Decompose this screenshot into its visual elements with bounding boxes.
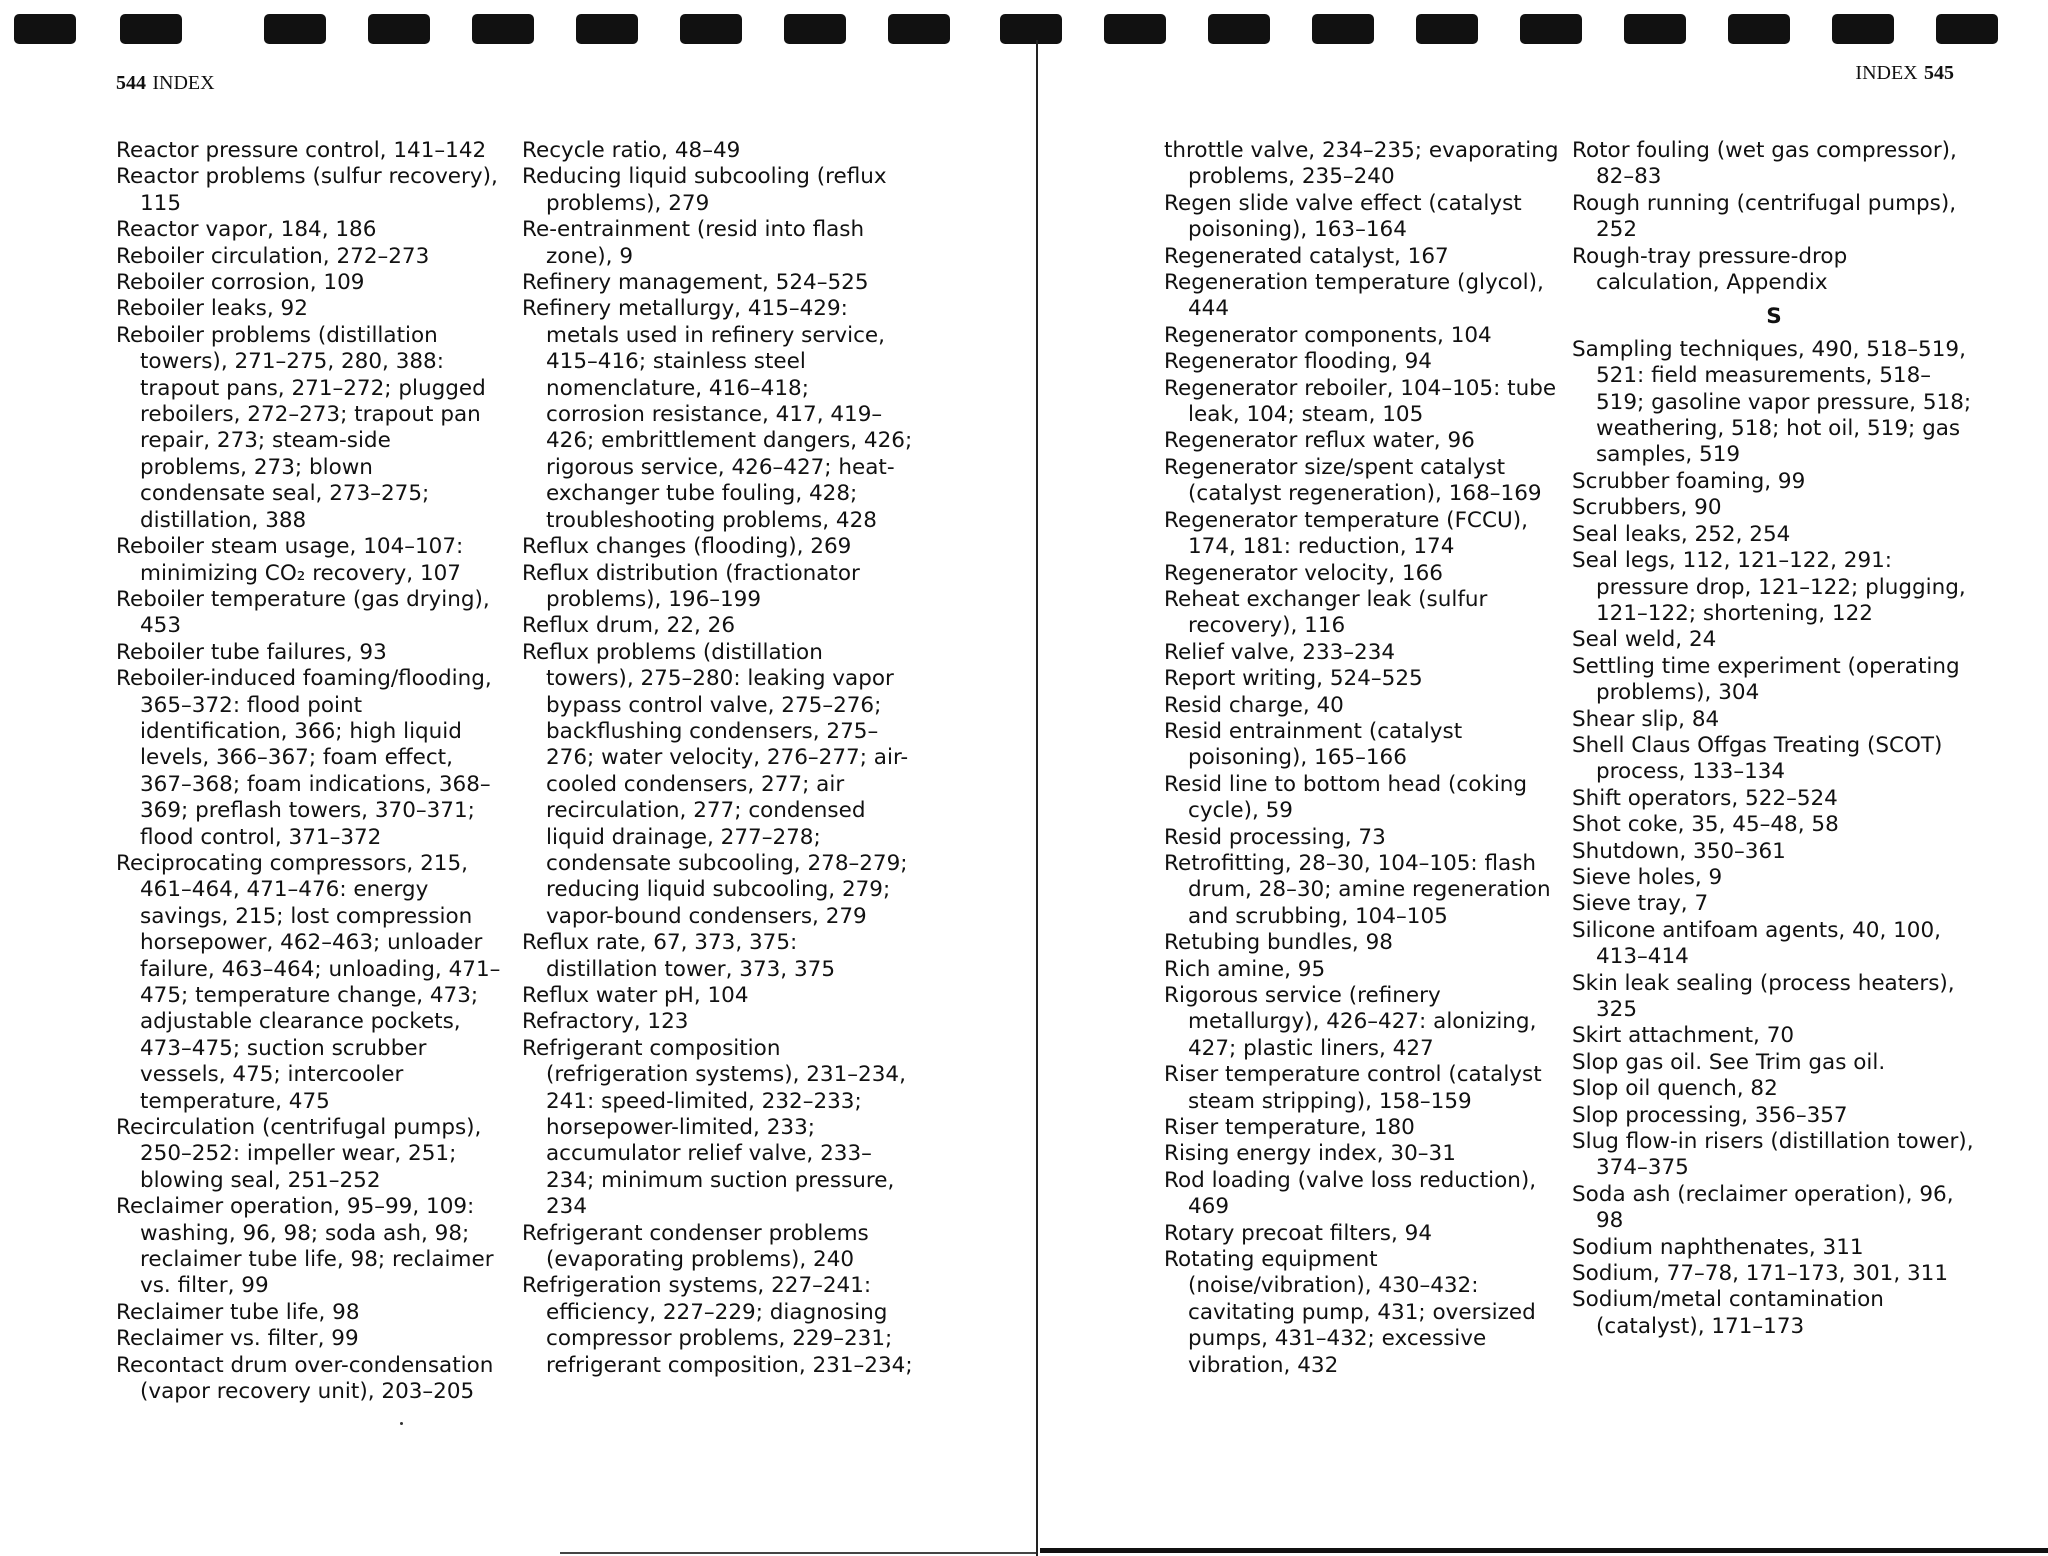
index-entry: Refrigeration systems, 227–241: efficiency, 227–229; diagnosing compressor problems, 229–231; refrigerant composition, 231–234; (522, 1273, 913, 1378)
index-entry: Report writing, 524–525 (1164, 666, 1423, 692)
index-entry: Rotor fouling (wet gas compressor), 82–83 (1572, 138, 1957, 190)
index-entry: Skin leak sealing (process heaters), 325 (1572, 970, 1955, 1022)
left-page-header (116, 70, 215, 95)
index-entry: Reflux water pH, 104 (522, 983, 749, 1008)
index-entry: Riser temperature control (catalyst steam stripping), 158–159 (1164, 1062, 1542, 1114)
index-entry: Regen slide valve effect (catalyst poisoning), 163–164 (1164, 190, 1522, 243)
index-entry: Reboiler temperature (gas drying), 453 (116, 586, 490, 639)
index-entry: Recontact drum over-condensation (vapor recovery unit), 203–205 (116, 1352, 494, 1405)
index-entry: Sampling techniques, 490, 518–519, 521: field measurements, 518–519; gasoline vapor pressure, 518; weathering, 518; hot oil, 519; gas samples, 519 (1572, 336, 1972, 468)
index-entry: Regenerator size/spent catalyst (catalyst regeneration), 168–169 (1164, 454, 1542, 507)
index-entry: Rigorous service (refinery metallurgy), 426–427: alonizing, 427; plastic liners, 427 (1164, 983, 1537, 1061)
page-spine (1036, 40, 1038, 1556)
index-entry: Reflux problems (distillation towers), 275–280: leaking vapor bypass control valve, 275–276; backflushing condensers, 275–276; water velocity, 276–277; air-cooled condensers, 277; air recirculation, 277; condensed liquid drainage, 277–278; condensate subcooling, 278–279; reducing liquid subcooling, 279; vapor-bound condensers, 279 (522, 639, 909, 929)
index-entry: Sodium naphthenates, 311 (1572, 1234, 1864, 1260)
index-entry: Regenerator reboiler, 104–105: tube leak, 104; steam, 105 (1164, 375, 1557, 428)
index-entry: Refrigerant composition (refrigeration systems), 231–234, 241: speed-limited, 232–233; horsepower-limited, 233; accumulator relief valve, 233–234; minimum suction pressure, 234 (522, 1035, 906, 1220)
speck (400, 1422, 403, 1425)
index-entry: Reboiler steam usage, 104–107: minimizing CO₂ recovery, 107 (116, 534, 464, 586)
left-page-number: 544 (116, 72, 146, 94)
index-entry: Riser temperature, 180 (1164, 1115, 1415, 1141)
section-letter: S (1766, 304, 1782, 330)
index-entry: Refinery metallurgy, 415–429: metals used in refinery service, 415–416; stainless steel nomenclature, 416–418; corrosion resistance, 417, 419–426; embrittlement dangers, 426; rigorous service, 426–427; heat-exchanger tube fouling, 428; troubleshooting problems, 428 (522, 296, 913, 533)
right-page-number: 545 (1924, 62, 1954, 84)
index-entry: Shift operators, 522–524 (1572, 785, 1838, 811)
index-entry: Reheat exchanger leak (sulfur recovery), 116 (1164, 586, 1488, 639)
index-entry: Shell Claus Offgas Treating (SCOT) process, 133–134 (1572, 732, 1943, 785)
index-entry: Regenerator flooding, 94 (1164, 349, 1432, 375)
index-entry: Regenerator components, 104 (1164, 322, 1492, 348)
index-column (1572, 138, 1976, 1340)
index-entry: Retrofitting, 28–30, 104–105: flash drum, 28–30; amine regeneration and scrubbing, 104–105 (1164, 850, 1551, 929)
right-page-header (1855, 60, 1954, 85)
index-entry: Seal legs, 112, 121–122, 291: pressure drop, 121–122; plugging, 121–122; shortening, 122 (1572, 548, 1966, 626)
index-entry: Retubing bundles, 98 (1164, 930, 1393, 956)
index-entry: Rough-tray pressure-drop calculation, Appendix (1572, 243, 1848, 296)
index-entry: Re-entrainment (resid into flash zone), 9 (522, 217, 865, 269)
index-entry: Rod loading (valve loss reduction), 469 (1164, 1167, 1537, 1220)
index-entry: Refractory, 123 (522, 1009, 689, 1035)
index-entry: Seal leaks, 252, 254 (1572, 521, 1791, 547)
index-entry: Reactor vapor, 184, 186 (116, 217, 377, 243)
index-entry: Rotary precoat filters, 94 (1164, 1220, 1433, 1246)
index-entry: Refinery management, 524–525 (522, 270, 869, 296)
index-entry: Regeneration temperature (glycol), 444 (1164, 270, 1544, 322)
index-entry: Reclaimer tube life, 98 (116, 1299, 360, 1325)
index-entry: Reclaimer operation, 95–99, 109: washing, 96, 98; soda ash, 98; reclaimer tube life, 98; reclaimer vs. filter, 99 (116, 1194, 494, 1299)
index-entry: Resid processing, 73 (1164, 824, 1386, 850)
index-entry: Resid line to bottom head (coking cycle), 59 (1164, 771, 1528, 824)
index-entry: Slug flow-in risers (distillation tower), 374–375 (1572, 1129, 1974, 1181)
index-entry: Recirculation (centrifugal pumps), 250–252: impeller wear, 251; blowing seal, 251–252 (116, 1115, 482, 1193)
index-entry: Shear slip, 84 (1572, 706, 1720, 732)
index-entry: Sodium, 77–78, 171–173, 301, 311 (1572, 1261, 1949, 1287)
index-entry: Slop oil quench, 82 (1572, 1076, 1778, 1102)
index-entry: Regenerator velocity, 166 (1164, 560, 1443, 586)
index-entry: throttle valve, 234–235; evaporating problems, 235–240 (1164, 138, 1559, 190)
index-entry: Slop processing, 356–357 (1572, 1102, 1848, 1128)
index-entry: Regenerator temperature (FCCU), 174, 181: reduction, 174 (1164, 507, 1528, 560)
index-entry: Scrubber foaming, 99 (1572, 468, 1806, 494)
index-entry: Reflux rate, 67, 373, 375: distillation tower, 373, 375 (522, 930, 836, 982)
index-entry: Sieve holes, 9 (1572, 864, 1723, 890)
index-entry: Reboiler tube failures, 93 (116, 639, 387, 665)
index-entry: Reactor problems (sulfur recovery), 115 (116, 164, 498, 216)
index-entry: Seal weld, 24 (1572, 627, 1717, 653)
index-entry: Reboiler corrosion, 109 (116, 270, 365, 296)
index-entry: Recycle ratio, 48–49 (522, 138, 741, 163)
index-entry: Reclaimer vs. filter, 99 (116, 1326, 359, 1352)
left-page-title: INDEX (152, 72, 215, 94)
index-column (522, 138, 914, 1379)
index-entry: Soda ash (reclaimer operation), 96, 98 (1572, 1181, 1954, 1234)
index-column (1164, 138, 1562, 1379)
index-entry: Shutdown, 350–361 (1572, 838, 1786, 864)
index-entry: Relief valve, 233–234 (1164, 639, 1396, 665)
index-entry: Scrubbers, 90 (1572, 495, 1722, 521)
page-bottom-edge (1040, 1548, 2048, 1553)
index-entry: Slop gas oil. See Trim gas oil. (1572, 1049, 1886, 1075)
page-bottom-edge-left (560, 1552, 1036, 1554)
index-entry: Rising energy index, 30–31 (1164, 1141, 1456, 1167)
index-entry: Rotating equipment (noise/vibration), 430–432: cavitating pump, 431; oversized pumps, 431–432; excessive vibration, 432 (1164, 1247, 1536, 1378)
index-entry: Reciprocating compressors, 215, 461–464, 471–476: energy savings, 215; lost compression horsepower, 462–463; unloader failure, 463–464; unloading, 471–475; temperature change, 473; adjustable clearance pockets, 473–475; suction scrubber vessels, 475; intercooler temperature, 475 (116, 850, 501, 1114)
index-entry: Regenerated catalyst, 167 (1164, 243, 1449, 269)
index-entry: Reboiler problems (distillation towers), 271–275, 280, 388: trapout pans, 271–272; plugged reboilers, 272–273; trapout pan repair, 273; steam-side problems, 273; blown condensate seal, 273–275; distillation, 388 (116, 322, 486, 533)
binding-holes (0, 0, 2048, 60)
index-entry: Refrigerant condenser problems (evaporating problems), 240 (522, 1220, 869, 1273)
index-entry: Reactor pressure control, 141–142 (116, 138, 487, 163)
index-column (116, 138, 504, 1406)
index-entry: Rough running (centrifugal pumps), 252 (1572, 190, 1957, 243)
index-entry: Reflux changes (flooding), 269 (522, 534, 852, 560)
index-entry: Resid entrainment (catalyst poisoning), 165–166 (1164, 718, 1463, 771)
index-entry: Silicone antifoam agents, 40, 100, 413–414 (1572, 917, 1941, 970)
index-entry: Skirt attachment, 70 (1572, 1023, 1795, 1049)
index-entry: Reducing liquid subcooling (reflux problems), 279 (522, 164, 887, 216)
index-entry: Reflux distribution (fractionator problems), 196–199 (522, 560, 860, 612)
index-entry: Regenerator reflux water, 96 (1164, 428, 1475, 454)
index-entry: Settling time experiment (operating problems), 304 (1572, 653, 1960, 706)
index-entry: Sieve tray, 7 (1572, 891, 1709, 917)
index-entry: Rich amine, 95 (1164, 956, 1326, 982)
index-entry: Shot coke, 35, 45–48, 58 (1572, 812, 1839, 838)
index-entry: Resid charge, 40 (1164, 692, 1344, 718)
index-entry: Reboiler-induced foaming/flooding, 365–372: flood point identification, 366; high liquid levels, 366–367; foam effect, 367–368; foam indications, 368–369; preflash towers, 370–371; flood control, 371–372 (116, 666, 492, 850)
index-entry: Reboiler leaks, 92 (116, 296, 308, 322)
index-entry: Reboiler circulation, 272–273 (116, 243, 430, 269)
index-entry: Sodium/metal contamination (catalyst), 171–173 (1572, 1287, 1884, 1339)
index-entry: Reflux drum, 22, 26 (522, 613, 736, 639)
right-page-title: INDEX (1855, 62, 1918, 84)
